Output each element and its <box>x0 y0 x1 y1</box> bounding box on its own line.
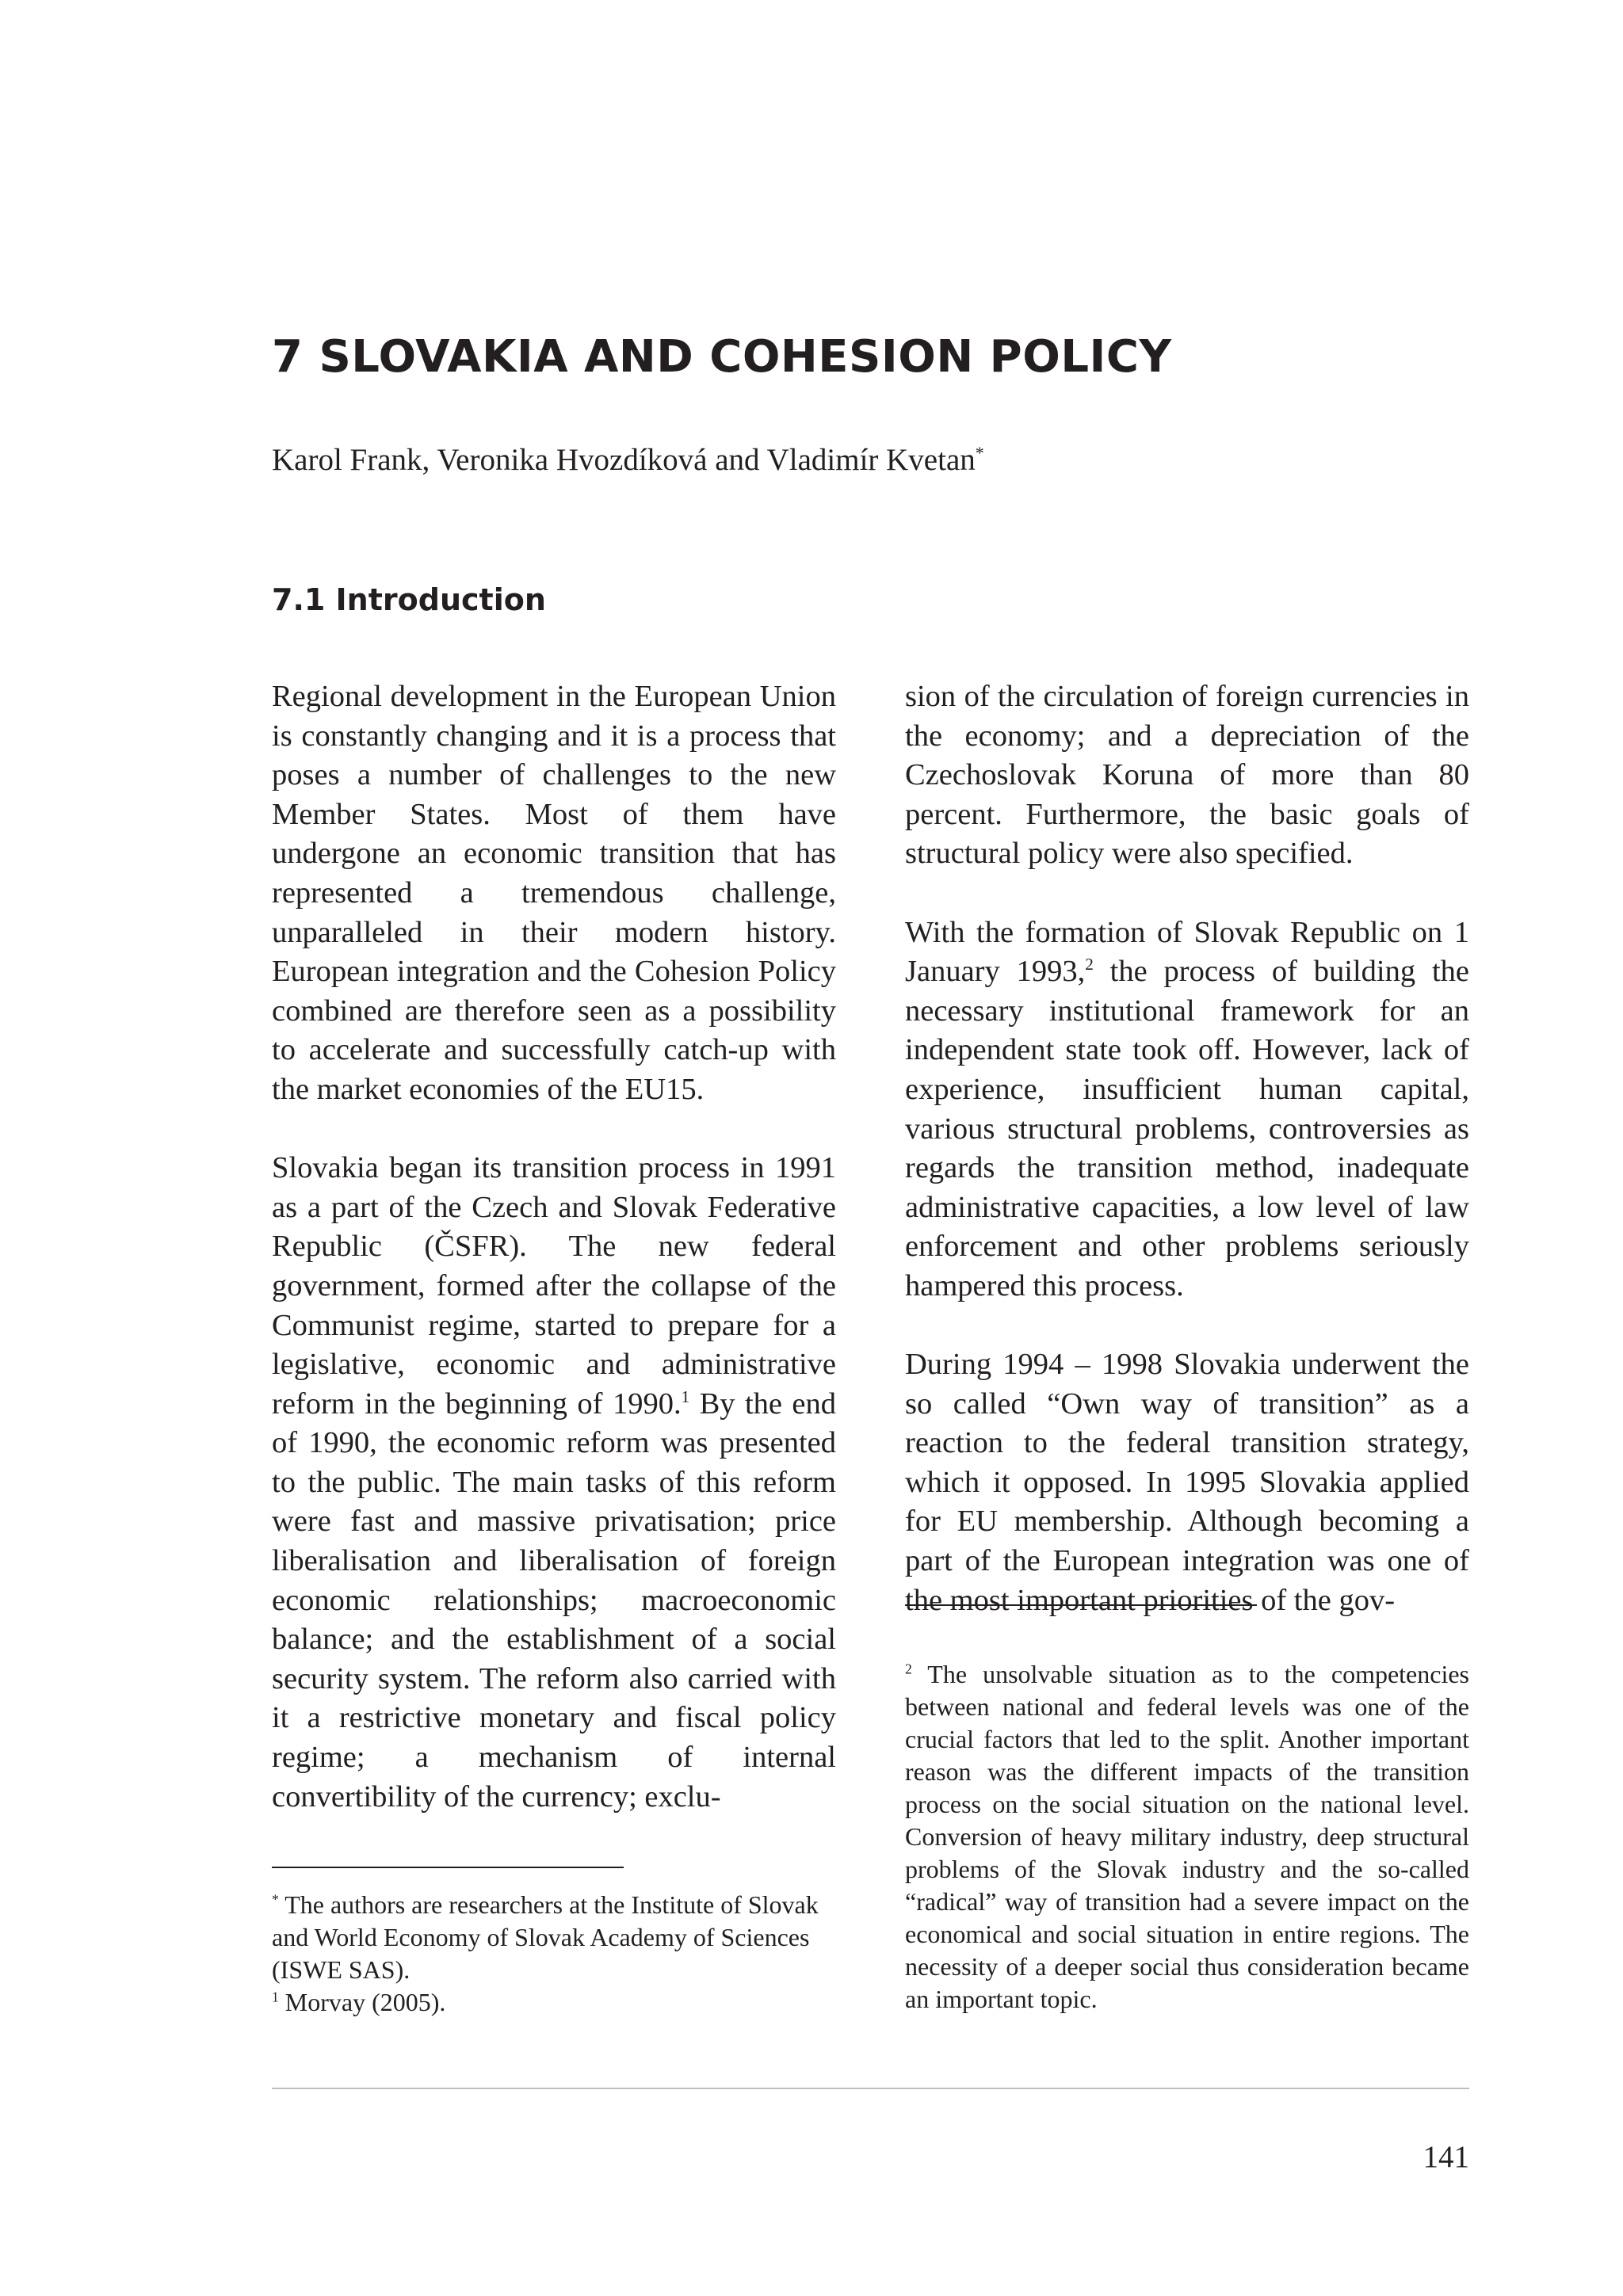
author-footnote-marker: * <box>975 443 984 463</box>
right-column <box>905 677 1469 1620</box>
footnote-ref: 2 <box>1085 955 1094 974</box>
footnote-ref: 1 <box>681 1386 690 1406</box>
footnotes-right <box>905 1658 1469 2016</box>
author-line <box>272 442 984 478</box>
paragraph-text: With the formation of Slovak Republic on 1 January 1993, <box>905 915 1469 989</box>
footnote-text: Morvay (2005). <box>278 1988 446 2016</box>
footnote-text: The unsolvable situation as to the competencies between national and federal levels was one of the crucial factors that led to the split. Another important reason was the different impacts of the transition process on the social situation on the national level. Conversion of heavy military industry, deep structural problems of the Slovak industry and the so-called “radical” way of transition had a severe impact on the economical and social situation in entire regions. The necessity of a deeper social thus consideration became an important topic. <box>905 1660 1469 2013</box>
paragraph <box>272 1149 836 1817</box>
section-heading: 7.1 Introduction <box>272 582 546 617</box>
paragraph-text: By the end of 1990, the economic reform was presented to the public. The main tasks of this reform were fast and massive privatisation; price liberalisation and liberalisation of foreign economic relationships; macroeconomic balance; and the establishment of a social security system. The reform also carried with it a restrictive monetary and fiscal policy regime; a mechanism of internal convertibility of the currency; exclu- <box>272 1386 837 1814</box>
paragraph-text: the process of building the necessary institutional framework for an independent state took off. However, lack of experience, insufficient human capital, various structural problems, controversies as regards the transition method, inadequate administrative capacities, a low level of law enforcement and other problems seriously hampered this process. <box>905 955 1469 1302</box>
footnote-text: The authors are researchers at the Institute of Slovak and World Economy of Slovak Academy of Sciences (ISWE SAS). <box>272 1890 819 1984</box>
chapter-title: 7 SLOVAKIA AND COHESION POLICY <box>272 331 1172 383</box>
footnote-separator <box>905 1604 1257 1606</box>
paragraph: During 1994 – 1998 Slovakia underwent the so called “Own way of transition” as a reaction to the federal transition strategy, which it opposed. In 1995 Slovakia applied for EU membership. Although becoming a part of the European integration was one of the most important priorities of the gov- <box>905 1348 1469 1617</box>
footnote <box>272 1986 836 2019</box>
paragraph <box>905 913 1469 1306</box>
page-number: 141 <box>1423 2140 1469 2174</box>
footnote <box>905 1658 1469 2016</box>
footnotes-left <box>272 1889 836 2019</box>
footnote <box>272 1889 836 1986</box>
paragraph: Regional development in the European Union is constantly changing and it is a process that poses a number of challenges to the new Member States. Most of them have undergone an economic transition that has represented a tremendous challenge, unparalleled in their modern history. European integration and the Cohesion Policy combined are therefore seen as a possibility to accelerate and successfully catch-up with the market economies of the EU15. <box>272 680 836 1106</box>
footer-rule <box>272 2088 1469 2089</box>
left-column <box>272 677 836 1817</box>
paragraph-text: Slovakia began its transition process in 1991 as a part of the Czech and Slovak Federative Republic (ČSFR). The new federal government, formed after the collapse of the Communist regime, started to prepare for a legislative, economic and administrative reform in the beginning of 1990. <box>272 1151 836 1421</box>
footnote-separator <box>272 1867 624 1868</box>
footnote-marker: 1 <box>272 1989 279 2005</box>
paragraph: sion of the circulation of foreign currencies in the economy; and a depreciation of the Czechoslovak Koruna of more than 80 percent. Furthermore, the basic goals of structural policy were also specified. <box>905 680 1469 871</box>
footnote-marker: * <box>272 1891 279 1908</box>
footnote-marker: 2 <box>905 1661 912 1677</box>
authors: Karol Frank, Veronika Hvozdíková and Vladimír Kvetan <box>272 443 976 477</box>
